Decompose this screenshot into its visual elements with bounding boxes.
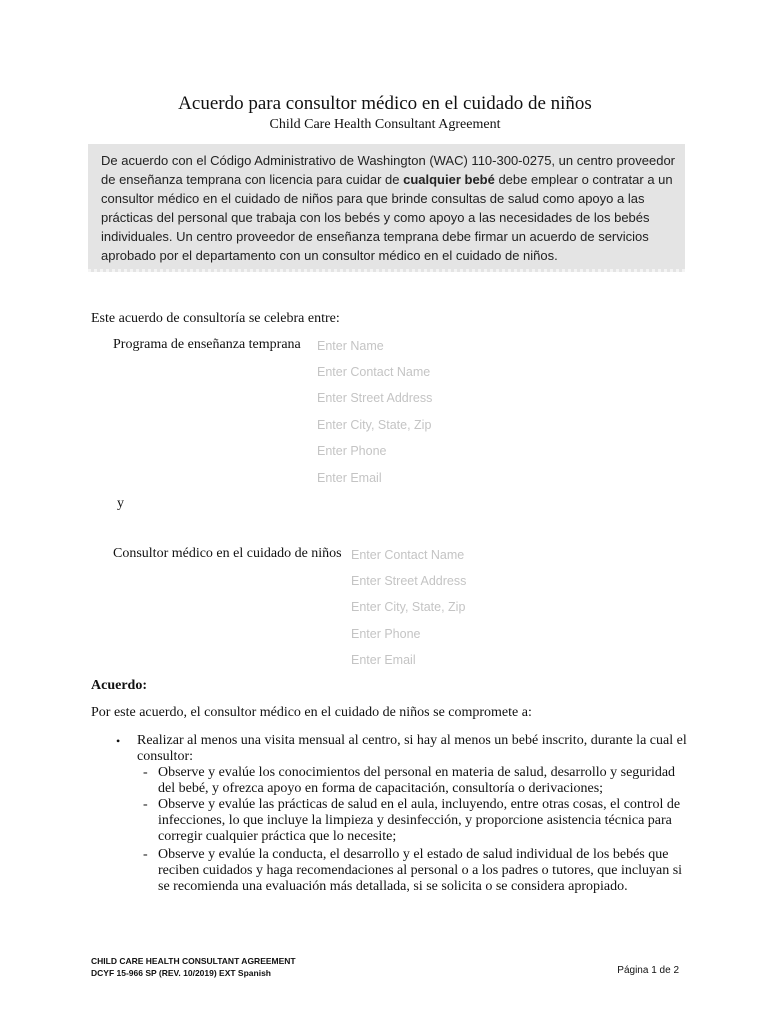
sub-item-2-line1: Observe y evalúe las prácticas de salud en el aula, incluyendo, entre otras cosas, el control de <box>158 797 681 812</box>
intro-text-part1: De acuerdo con el Código Administrativo de Washington (WAC) 110-300-0275, un centro proveedor de enseñanza temprana con licencia para cuidar de <box>101 153 675 187</box>
footer-form-title: CHILD CARE HEALTH CONSULTANT AGREEMENT <box>91 956 296 966</box>
sub-item-3-dash: - <box>143 847 148 862</box>
sub-item-3-line2: reciben cuidados y haga recomendaciones al personal o a los padres o tutores, que incluyan si <box>158 863 683 878</box>
agreement-heading: Acuerdo: <box>91 678 147 693</box>
sub-item-2-line3: corregir cualquier práctica que lo necesite; <box>158 829 397 844</box>
consultant-phone-field[interactable] <box>351 625 581 643</box>
parties-intro: Este acuerdo de consultoría se celebra entre: <box>91 311 340 326</box>
consultant-label: Consultor médico en el cuidado de niños <box>113 546 342 561</box>
page-number: Página 1 de 2 <box>617 965 679 976</box>
program-email-field[interactable] <box>317 469 547 487</box>
bullet-marker: • <box>116 734 121 748</box>
sub-item-1-dash: - <box>143 765 148 780</box>
sub-item-2-dash: - <box>143 797 148 812</box>
footer-form-number: DCYF 15-966 SP (REV. 10/2019) EXT Spanish <box>91 968 271 978</box>
consultant-city-field[interactable] <box>351 598 581 616</box>
sub-item-1-line2: del bebé, y ofrezca apoyo en forma de capacitación, consultoría o derivaciones; <box>158 781 604 796</box>
consultant-street-field[interactable] <box>351 572 581 590</box>
program-label: Programa de enseñanza temprana <box>113 337 301 352</box>
consultant-email-field[interactable] <box>351 651 581 669</box>
document-subtitle: Child Care Health Consultant Agreement <box>269 117 501 132</box>
sub-item-2-line2: infecciones, lo que incluye la limpieza y desinfección, y proporcione asistencia técnica para <box>158 813 672 828</box>
sub-item-3-line3: se recomienda una evaluación más detallada, si se solicita o se considera apropiado. <box>158 879 628 894</box>
agreement-lead: Por este acuerdo, el consultor médico en el cuidado de niños se compromete a: <box>91 705 532 720</box>
program-city-field[interactable] <box>317 416 547 434</box>
program-street-field[interactable] <box>317 389 547 407</box>
intro-box <box>88 144 685 272</box>
document-title: Acuerdo para consultor médico en el cuidado de niños <box>178 93 592 114</box>
bullet-text-line1: Realizar al menos una visita mensual al centro, si hay al menos un bebé inscrito, durante la cual el <box>137 733 687 748</box>
sub-item-1-line1: Observe y evalúe los conocimientos del personal en materia de salud, desarrollo y seguridad <box>158 765 676 780</box>
program-name-field[interactable] <box>317 337 547 355</box>
sub-item-3-line1: Observe y evalúe la conducta, el desarrollo y el estado de salud individual de los bebés que <box>158 847 669 862</box>
intro-text-bold: cualquier bebé <box>403 172 495 187</box>
footer-form-info <box>91 955 296 979</box>
bullet-text-line2: consultor: <box>137 749 193 764</box>
intro-text-part2: debe emplear o contratar a un consultor médico en el cuidado de niños para que brinde consultas de salud como apoyo a las prácticas del personal que trabaja con los bebés y como apoyo a las necesidades de los bebés individuales. Un centro proveedor de enseñanza temprana debe firmar un acuerdo de servicios aprobado por el departamento con un consultor médico en el cuidado de niños. <box>101 172 673 263</box>
and-connector: y <box>117 496 124 511</box>
program-phone-field[interactable] <box>317 442 547 460</box>
consultant-contact-field[interactable] <box>351 546 581 564</box>
program-contact-field[interactable] <box>317 363 547 381</box>
